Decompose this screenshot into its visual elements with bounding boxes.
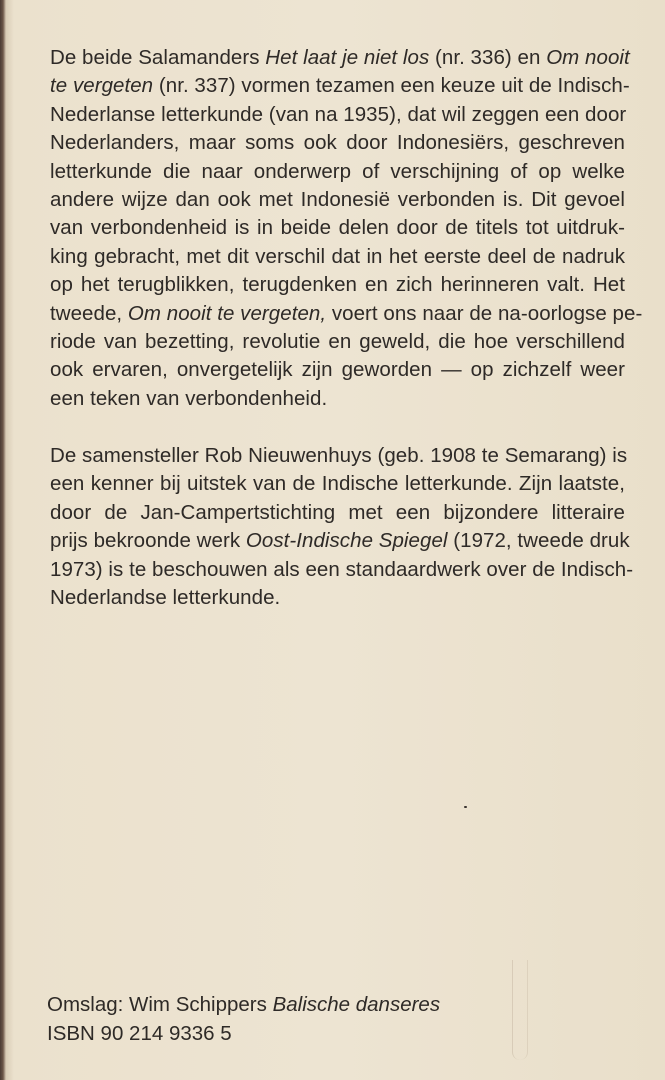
text-line <box>50 129 625 157</box>
text-run: riode van bezetting, revolutie en geweld, die hoe verschillend <box>50 330 625 354</box>
text-run: (1972, tweede druk <box>447 529 630 553</box>
text-run: een kenner bij uitstek van de Indische letterkunde. Zijn laatste, <box>50 472 625 496</box>
italic-title: Om nooit <box>546 46 630 69</box>
text-run: De beide Salamanders <box>50 46 266 69</box>
text-line <box>50 186 625 214</box>
text-run: een teken van verbondenheid. <box>50 386 328 410</box>
text-line <box>50 499 625 527</box>
text-run: De samensteller Rob Nieuwenhuys (geb. 1908 te Semarang) is <box>50 444 628 467</box>
text-run: 1973) is te beschouwen als een standaardwerk over de Indisch- <box>50 557 634 581</box>
text-line <box>50 158 625 186</box>
cover-artwork-title: Balische danseres <box>272 993 441 1016</box>
italic-title: te vergeten <box>50 74 154 98</box>
paper-crease <box>512 960 528 1060</box>
text-run: Nederlandse letterkunde. <box>50 586 281 610</box>
text-line <box>50 271 625 299</box>
text-line <box>50 556 634 584</box>
text-line <box>50 101 625 129</box>
text-line <box>50 243 625 271</box>
text-line <box>50 44 630 72</box>
text-run: tweede, <box>50 301 128 325</box>
cover-credit-label: Omslag: Wim Schippers <box>47 993 273 1016</box>
text-line <box>50 214 625 242</box>
blurb-paragraph-2 <box>50 442 634 612</box>
text-line <box>50 527 630 555</box>
text-line <box>50 300 643 328</box>
text-line <box>50 584 625 612</box>
text-run: andere wijze dan ook met Indonesië verbonden is. Dit gevoel <box>50 188 625 212</box>
paper-speck <box>464 806 467 808</box>
text-run: Nederlanders, maar soms ook door Indonesiërs, geschreven <box>50 131 625 155</box>
text-run: king gebracht, met dit verschil dat in het eerste deel de nadruk <box>50 244 625 268</box>
blurb-paragraph-1 <box>50 44 643 413</box>
cover-credit <box>47 990 440 1019</box>
text-line <box>50 356 625 384</box>
italic-title: Het laat je niet los <box>265 46 430 69</box>
italic-title: Om nooit te vergeten, <box>127 301 327 325</box>
text-run: Nederlanse letterkunde (van na 1935), dat wil zeggen een door <box>50 102 627 126</box>
text-run: op het terugblikken, terugdenken en zich herinneren valt. Het <box>50 273 625 297</box>
text-line <box>50 442 628 470</box>
text-line <box>50 385 625 413</box>
text-run: ook ervaren, onvergetelijk zijn geworden — op zichzelf weer <box>50 358 625 382</box>
text-run: van verbondenheid is in beide delen door de titels tot uitdruk- <box>50 216 625 240</box>
text-line <box>50 470 625 498</box>
text-run: door de Jan-Campertstichting met een bijzondere litteraire <box>50 500 625 524</box>
text-run: prijs bekroonde werk <box>50 529 246 553</box>
text-line <box>50 72 630 100</box>
text-run: voert ons naar de na-oorlogse pe- <box>326 301 643 325</box>
italic-title: Oost-Indische Spiegel <box>245 529 448 553</box>
text-run: (nr. 336) en <box>429 46 547 69</box>
text-line <box>50 328 625 356</box>
text-run: (nr. 337) vormen tezamen een keuze uit de Indisch- <box>153 74 630 98</box>
text-run: letterkunde die naar onderwerp of verschijning of op welke <box>50 159 625 183</box>
credits <box>47 990 440 1048</box>
isbn: ISBN 90 214 9336 5 <box>47 1022 232 1045</box>
